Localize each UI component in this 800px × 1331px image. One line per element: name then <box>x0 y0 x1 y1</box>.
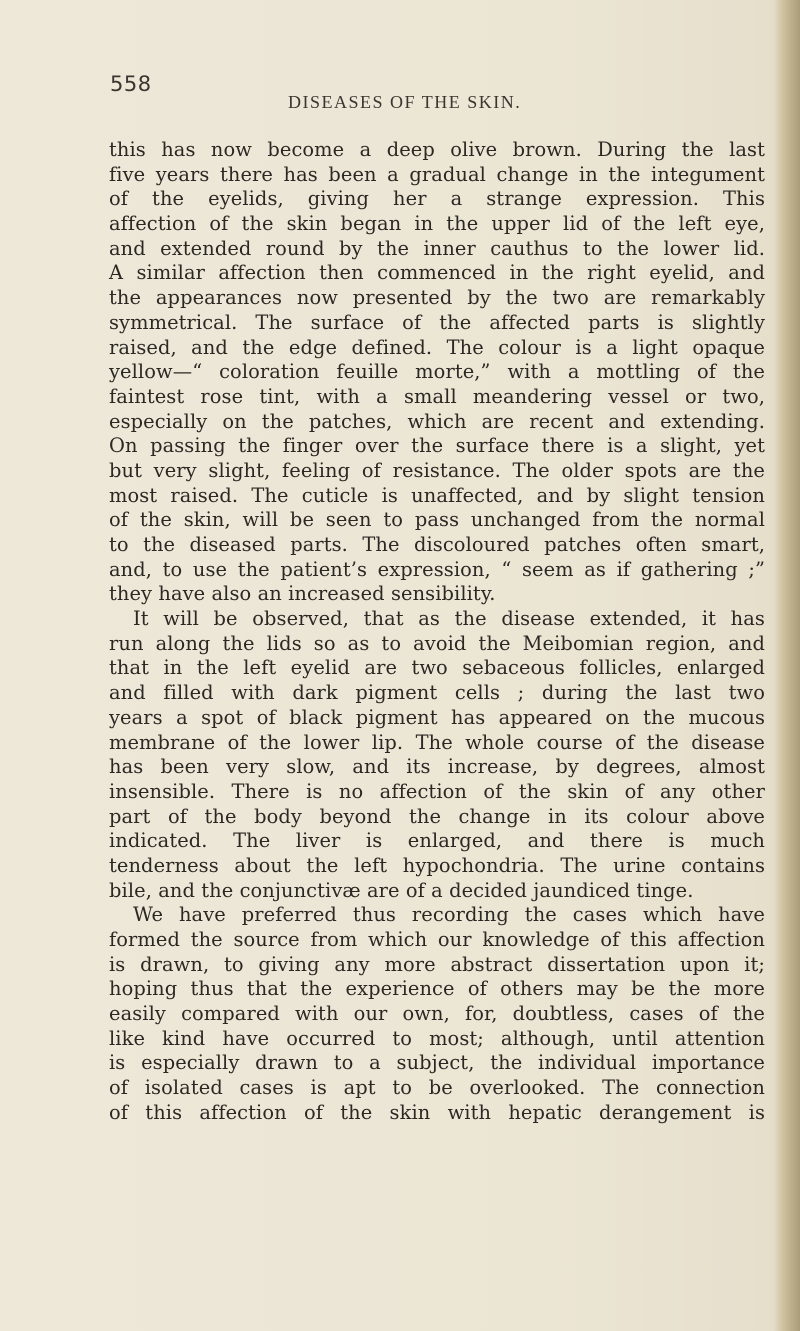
paragraph-3 <box>109 903 765 1125</box>
running-head: DISEASES OF THE SKIN. <box>288 92 522 112</box>
text-line: and extended round by the inner cauthus to the lower lid. <box>109 236 765 260</box>
text-line: to the diseased parts. The discoloured patches often smart, <box>109 533 765 556</box>
text-line: is especially drawn to a subject, the individual importance <box>109 1051 765 1075</box>
text-line: and, to use the patient’s expression, “ seem as if gathering ;” <box>109 557 765 581</box>
text-line: It will be observed, that as the disease extended, it has <box>133 607 765 631</box>
text-line: this has now become a deep olive brown. During the last <box>109 138 765 161</box>
text-line: A similar affection then commenced in the right eyelid, and <box>109 261 765 285</box>
text-line: of the eyelids, giving her a strange expression. This <box>109 187 765 211</box>
text-line: that in the left eyelid are two sebaceous follicles, enlarged <box>109 656 765 680</box>
paragraph-1 <box>109 138 765 607</box>
text-line: has been very slow, and its increase, by degrees, almost <box>109 755 765 779</box>
page-edge-shadow <box>774 0 800 1331</box>
text-line: they have also an increased sensibility. <box>109 582 496 606</box>
text-line: indicated. The liver is enlarged, and there is much <box>109 829 765 853</box>
text-line: We have preferred thus recording the cases which have <box>133 903 765 927</box>
text-line: especially on the patches, which are recent and extending. <box>109 409 765 433</box>
text-line: hoping thus that the experience of others may be the more <box>109 977 765 1001</box>
text-line: affection of the skin began in the upper lid of the left eye, <box>109 212 765 236</box>
text-line: years a spot of black pigment has appeared on the mucous <box>109 705 765 729</box>
text-line: of this affection of the skin with hepatic derangement is <box>109 1100 765 1124</box>
text-line: tenderness about the left hypochondria. The urine contains <box>109 853 765 877</box>
text-line: the appearances now presented by the two are remarkably <box>109 286 765 310</box>
text-line: part of the body beyond the change in its colour above <box>109 804 765 828</box>
text-line: On passing the finger over the surface there is a slight, yet <box>109 434 765 458</box>
page-header <box>110 72 780 112</box>
text-line: easily compared with our own, for, doubtless, cases of the <box>109 1002 765 1026</box>
page-number: 558 <box>110 72 152 96</box>
text-line: and filled with dark pigment cells ; during the last two <box>109 681 765 705</box>
text-line: but very slight, feeling of resistance. The older spots are the <box>109 458 765 482</box>
text-line: five years there has been a gradual change in the integument <box>109 162 765 186</box>
text-line: like kind have occurred to most; although, until attention <box>109 1026 765 1050</box>
text-line: insensible. There is no affection of the skin of any other <box>109 779 765 803</box>
text-line: most raised. The cuticle is unaffected, and by slight tension <box>109 483 765 507</box>
text-line: yellow—“ coloration feuille morte,” with a mottling of the <box>109 360 765 384</box>
text-line: faintest rose tint, with a small meandering vessel or two, <box>109 384 765 408</box>
body-text <box>109 138 765 1126</box>
text-line: is drawn, to giving any more abstract dissertation upon it; <box>109 952 765 976</box>
text-line: of the skin, will be seen to pass unchanged from the normal <box>109 508 765 532</box>
text-line: symmetrical. The surface of the affected parts is slightly <box>109 310 765 334</box>
text-line: run along the lids so as to avoid the Meibomian region, and <box>109 631 765 655</box>
text-line: raised, and the edge defined. The colour is a light opaque <box>109 335 765 359</box>
text-line: formed the source from which our knowledge of this affection <box>109 928 765 951</box>
text-line: bile, and the conjunctivæ are of a decided jaundiced tinge. <box>109 878 694 902</box>
text-line: membrane of the lower lip. The whole course of the disease <box>109 730 765 754</box>
text-line: of isolated cases is apt to be overlooked. The connection <box>109 1076 765 1100</box>
paragraph-2 <box>109 607 765 903</box>
